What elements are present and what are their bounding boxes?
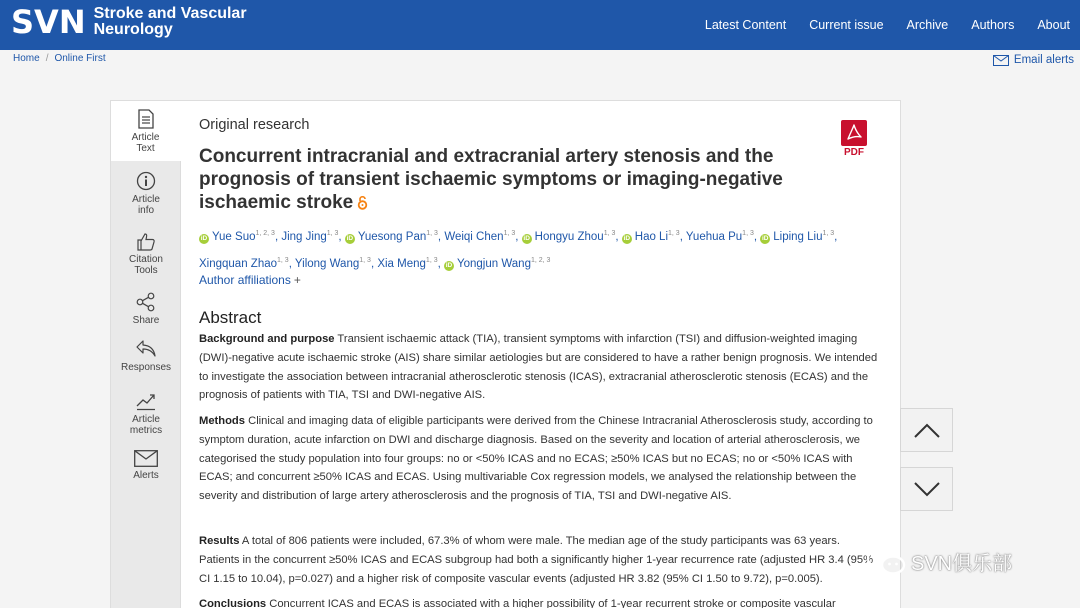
section-label: Methods [199,415,245,427]
author-link[interactable] [199,231,275,243]
author-affiliation-marks: 1, 3 [359,256,371,264]
affiliations-label: Author affiliations [199,273,291,287]
author-separator: , [288,257,295,270]
article-title [199,145,799,214]
breadcrumb-online-first[interactable]: Online First [54,53,106,64]
info-icon [136,171,156,191]
author-separator: , [274,230,282,243]
author-link[interactable] [345,231,438,243]
author-affiliation-marks: 1, 3 [603,230,616,237]
main-nav [705,0,1070,50]
author-name: Xingquan Zhao [199,257,278,270]
article-tools-sidebar [111,101,181,608]
chevron-up-icon [914,421,940,439]
nav-authors[interactable]: Authors [971,18,1015,32]
tool-alerts[interactable] [111,450,181,481]
author-separator: , [437,257,444,270]
envelope-icon [134,450,158,467]
section-text: A total of 806 patients were included, 67.3% of whom were male. The median age of the study participants was 63 years. Patients in the concurrent ≥50% ICAS and ECAS subgroup had both a significantly higher 1-year recurrence rate (adjusted HR 3.4 (95% CI 1.15 to 10.04), p=0.027) and a higher risk of composite vascular events (adjusted HR 3.82 (95% CI 1.50 to 9.72), p=0.005). [199,535,874,585]
tool-article-info[interactable] [111,171,181,216]
email-alerts-link[interactable] [993,54,1074,66]
section-label: Results [199,535,240,547]
pdf-label: PDF [844,147,864,158]
abstract-background [199,330,879,405]
author-name: Jing Jing [281,230,327,243]
author-separator: , [615,230,622,243]
author-name: Liping Liu [773,230,823,243]
article-type: Original research [199,117,310,133]
watermark-text: SVN俱乐部 [911,552,1013,575]
reply-icon [135,339,157,359]
author-affiliation-marks: 1, 3 [742,230,754,237]
author-separator: , [437,230,445,243]
author-name: Weiqi Chen [444,230,504,243]
author-link[interactable] [686,231,754,243]
plus-icon: + [293,273,301,287]
abstract-heading: Abstract [199,308,262,327]
author-link[interactable] [444,231,515,243]
nav-current-issue[interactable]: Current issue [809,18,884,32]
author-name: Hao Li [634,230,669,243]
orcid-icon[interactable]: iD [445,261,453,269]
author-link[interactable] [622,231,680,243]
abstract-results [199,532,879,588]
tool-label: Share [132,315,160,326]
site-logo[interactable] [11,4,264,40]
author-separator: , [515,230,522,243]
thumbs-up-icon [136,232,156,251]
author-affiliation-marks: 1, 3 [822,230,835,237]
author-affiliation-marks: 1, 3 [426,230,438,237]
site-header [0,0,1080,50]
section-label: Background and purpose [199,333,335,345]
author-name: Yuehua Pu [685,230,743,243]
author-affiliations-toggle[interactable] [199,273,301,287]
open-access-icon [357,195,368,210]
tool-responses[interactable] [111,339,181,373]
tool-label: Alerts [133,470,159,481]
author-link[interactable] [199,258,289,270]
pdf-download-button[interactable] [839,120,869,158]
watermark [866,545,1012,577]
section-label: Conclusions [199,598,267,608]
orcid-icon[interactable]: iD [200,234,208,242]
author-list [199,222,889,276]
author-name: Xia Meng [377,257,426,270]
author-separator: , [338,230,345,243]
logo-abbreviation: SVN [11,3,86,41]
author-name: Yuesong Pan [357,230,427,243]
tool-share[interactable] [111,292,181,326]
author-affiliation-marks: 1, 3 [277,256,289,264]
author-name: Yue Suo [212,230,256,243]
share-icon [136,292,156,312]
author-affiliation-marks: 1, 3 [668,230,680,237]
author-link[interactable] [760,231,834,243]
author-affiliation-marks: 1, 3 [326,230,339,237]
author-name: Yilong Wang [294,257,360,270]
document-icon [138,109,154,129]
breadcrumb-separator: / [45,53,49,64]
bar-chart-icon [135,391,157,411]
breadcrumb-home[interactable]: Home [13,53,40,64]
abstract-conclusions [199,595,879,608]
nav-about[interactable]: About [1037,18,1070,32]
tool-label: Responses [120,362,172,373]
tool-label: Article info [132,194,160,216]
pdf-icon [841,120,867,146]
article-card [110,100,901,608]
tool-article-text[interactable] [111,101,181,161]
nav-archive[interactable]: Archive [906,18,949,32]
author-separator: , [834,230,838,243]
nav-latest-content[interactable]: Latest Content [704,18,787,32]
orcid-icon[interactable]: iD [762,234,769,242]
author-separator: , [370,257,378,270]
chat-bubbles-icon [866,545,906,577]
scroll-down-button[interactable] [900,467,953,511]
section-text: Clinical and imaging data of eligible participants were derived from the Chinese Intracranial Atherosclerosis study, according to symptom duration, acute infarction on DWI and discharge diagnosis. Based on the severity and location of arterial atherosclerosis, we categorised the study population into four groups: no or <50% ICAS and no ECAS; ≥50% ICAS but no ECAS; no or <50% ICAS with ECAS; and concurrent ≥50% ICAS and ECAS. Using multivariable Cox regression models, we analysed the relationship between the severity and distribution of large artery atherosclerosis and the prognosis of TIA, TSI and DWI-negative AIS. [199,415,873,503]
orcid-icon[interactable]: iD [523,234,530,242]
tool-label: Article Text [131,132,160,154]
author-link[interactable] [377,258,437,270]
author-affiliation-marks: 1, 2, 3 [530,256,551,264]
author-link[interactable] [295,258,371,270]
email-alerts-label: Email alerts [1013,54,1074,66]
author-name: Yongjun Wang [457,257,531,270]
section-text: Concurrent ICAS and ECAS is associated with a higher possibility of 1-year recurrent stroke or composite vascular [269,598,836,608]
author-affiliation-marks: 1, 2, 3 [255,230,275,237]
author-link[interactable] [444,258,550,270]
logo-journal-name: Stroke and Vascular Neurology [93,5,247,38]
author-name: Hongyu Zhou [534,230,604,243]
abstract-methods [199,412,879,506]
breadcrumb [13,53,106,64]
orcid-icon[interactable]: iD [346,234,354,242]
tool-label: Article metrics [129,414,163,436]
chevron-down-icon [914,480,940,498]
author-separator: , [753,230,761,243]
author-link[interactable] [522,231,616,243]
scroll-up-button[interactable] [900,408,953,452]
tool-label: Citation Tools [129,254,163,276]
author-link[interactable] [281,231,338,243]
article-title-text: Concurrent intracranial and extracranial artery stenosis and the prognosis of transient ischaemic symptoms or imaging-negative ischaemic stroke [199,146,783,213]
author-separator: , [679,230,686,243]
tool-citation-tools[interactable] [111,232,181,276]
envelope-icon [993,55,1009,66]
author-affiliation-marks: 1, 3 [503,230,516,237]
tool-article-metrics[interactable] [111,391,181,436]
author-affiliation-marks: 1, 3 [425,256,438,264]
orcid-icon[interactable]: iD [623,234,631,242]
section-text: Transient ischaemic attack (TIA), transient symptoms with infarction (TSI) and diffusion-weighted imaging (DWI)-negative acute ischaemic stroke (AIS) share similar aetiologies but are considered to have a rather benign prognosis. We intended to investigate the association between intracranial atherosclerotic stenosis (ICAS), extracranial atherosclerotic stenosis (ECAS) and the prognosis of patients with TIA, TSI and DWI-negative AIS. [199,333,878,402]
